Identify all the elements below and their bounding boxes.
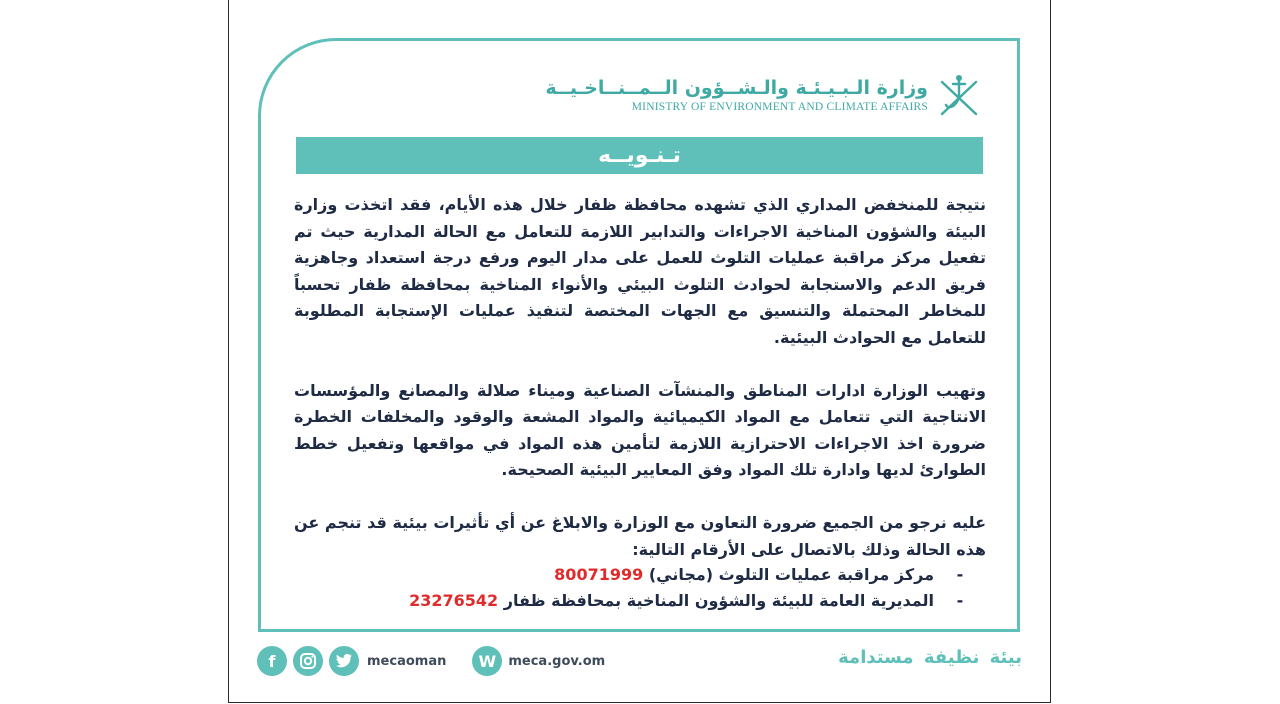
paragraph-2: وتهيب الوزارة ادارات المناطق والمنشآت الصناعية وميناء صلالة والمصانع والمؤسسات الانتاجية التي تتعامل مع المواد الكيميائية والمواد المشعة والوقود والمخلفات الخطرة ضرورة اخذ الاجراءات الاحترازية اللازمة لتأمين هذه المواد في مواقعها وتفعيل خطط الطوارئ لديها وادارة تلك المواد وفق المعايير البيئية الصحيحة. <box>294 380 986 480</box>
social-links <box>257 646 605 676</box>
contact-label: مركز مراقبة عمليات التلوث (مجاني) <box>648 565 934 584</box>
notice-body <box>294 192 986 589</box>
website-link[interactable]: meca.gov.om <box>508 653 606 669</box>
contact-label: المديرية العامة للبيئة والشؤون المناخية بمحافظة ظفار <box>503 591 934 610</box>
contact-item <box>294 588 986 614</box>
website-icon[interactable]: W <box>472 646 502 676</box>
ministry-name-en: MINISTRY OF ENVIRONMENT AND CLIMATE AFFAIRS <box>631 101 928 113</box>
paragraph-3: عليه نرجو من الجميع ضرورة التعاون مع الوزارة والابلاغ عن أي تأثيرات بيئية قد تنجم عن هذه الحالة وذلك بالاتصال على الأرقام التالية: <box>294 512 986 559</box>
facebook-icon[interactable]: f <box>257 646 287 676</box>
slogan: بيئة نظيفة مستدامة <box>838 647 1022 668</box>
contact-number[interactable]: 23276542 <box>409 591 499 610</box>
paragraph-1: نتيجة للمنخفض المداري الذي تشهده محافظة ظفار خلال هذه الأيام، فقد اتخذت وزارة البيئة والشؤون المناخية الاجراءات والتدابير اللازمة للتعامل مع الحالة المدارية حيث تم تفعيل مركز مراقبة عمليات التلوث للعمل على مدار اليوم ورفع درجة استعداد وجاهزية فريق الدعم والاستجابة لحوادث التلوث البيئي والأنواء المناخية بمحافظة ظفار تحسباً للمخاطر المحتملة والتنسيق مع الجهات المختصة لتنفيذ عمليات الإستجابة المطلوبة للتعامل مع الحوادث البيئية. <box>294 195 986 347</box>
khanjar-emblem-icon <box>936 72 982 118</box>
ministry-logo <box>545 72 982 118</box>
contact-number[interactable]: 80071999 <box>554 565 644 584</box>
ministry-name-ar: وزارة الـبـيـئـة والـشــؤون الــمــنــاخـيــة <box>545 77 928 99</box>
contact-item <box>294 562 986 588</box>
instagram-icon[interactable] <box>293 646 323 676</box>
contact-list <box>294 562 986 614</box>
list-dash: - <box>956 591 964 610</box>
list-dash: - <box>956 565 964 584</box>
twitter-icon[interactable] <box>329 646 359 676</box>
notice-banner: تـنـويــه <box>296 137 983 174</box>
social-handle[interactable]: mecaoman <box>367 653 447 669</box>
